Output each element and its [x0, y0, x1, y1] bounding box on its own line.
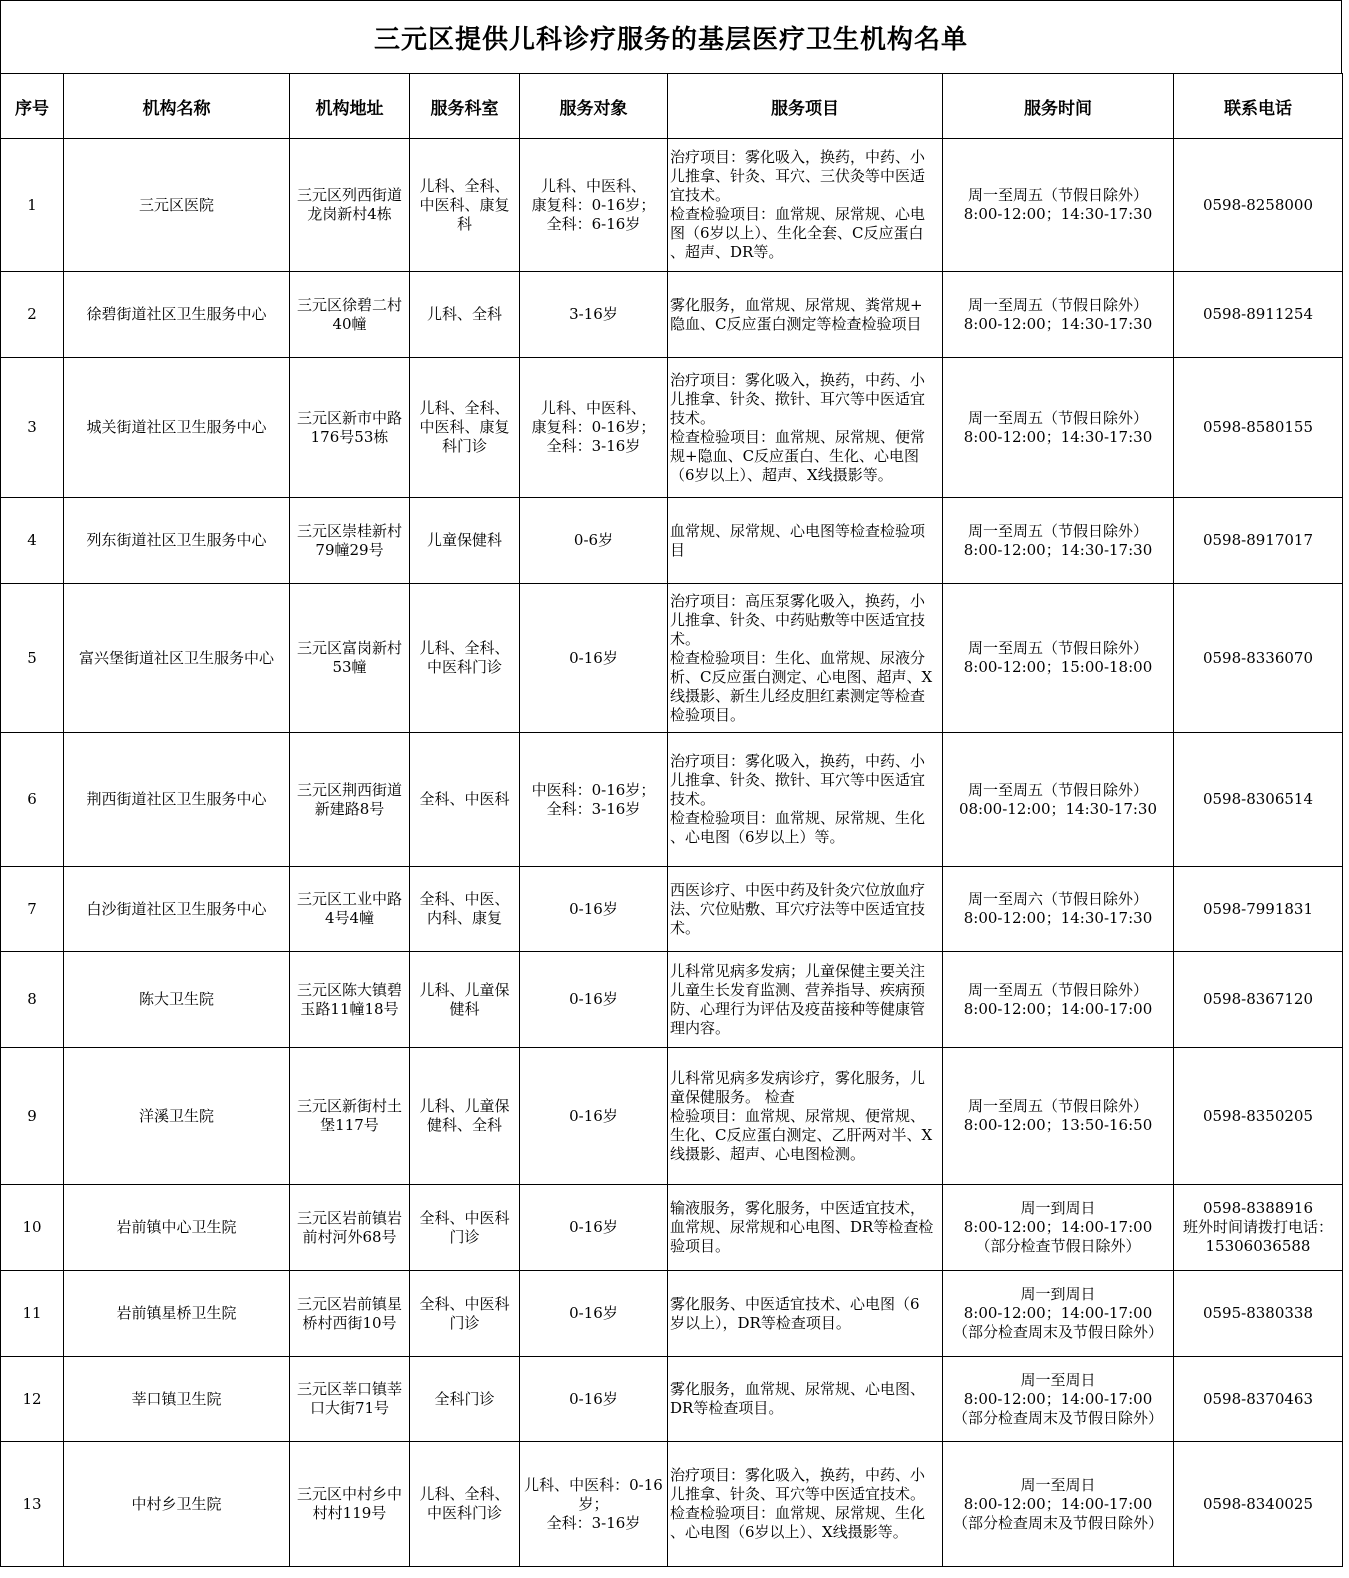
cell-target-line: 0-16岁 — [569, 1389, 618, 1408]
cell-address — [290, 358, 410, 498]
cell-services-line: 儿推拿、针灸、揿针、耳穴等中医适宜 — [670, 389, 926, 408]
cell-target-line: 0-16岁 — [569, 899, 618, 918]
cell-no: 4 — [1, 498, 64, 584]
cell-dept — [410, 1048, 520, 1185]
cell-services-line: 规+隐血、C反应蛋白、生化、心电图 — [670, 446, 920, 465]
cell-address — [290, 1442, 410, 1567]
cell-address-line: 前村河外68号 — [302, 1227, 397, 1246]
cell-phone — [1174, 867, 1343, 952]
cell-phone — [1174, 1185, 1343, 1271]
cell-target — [520, 1271, 668, 1357]
cell-services-line: 儿推拿、针灸、中药贴敷等中医适宜技 — [670, 610, 926, 629]
table-row — [1, 1357, 1343, 1442]
institution-table — [0, 73, 1343, 1567]
cell-name: 列东街道社区卫生服务中心 — [64, 498, 290, 584]
cell-dept-line: 中医科门诊 — [426, 1504, 502, 1522]
cell-dept-line: 儿科、儿童保 — [419, 980, 510, 999]
cell-hours-line: 周一至周五（节假日除外） — [967, 780, 1148, 799]
table-row — [1, 358, 1343, 498]
cell-services — [668, 1048, 943, 1185]
cell-phone-line: 0598-8340025 — [1202, 1494, 1314, 1513]
cell-address-line: 三元区岩前镇岩 — [296, 1208, 402, 1227]
cell-services-line: DR等检查项目。 — [670, 1399, 784, 1417]
cell-phone-line: 班外时间请拨打电话： — [1182, 1218, 1333, 1236]
cell-address-line: 玉路11幢18号 — [300, 999, 399, 1018]
cell-hours-line: 8:00-12:00；14:00-17:00 — [963, 1218, 1153, 1236]
cell-target-line: 儿科、中医科、 — [540, 399, 646, 417]
cell-target-line: 0-16岁 — [569, 990, 618, 1008]
cell-address-line: 三元区徐碧二村 — [296, 295, 402, 314]
table-row — [1, 1442, 1343, 1567]
cell-no: 8 — [1, 952, 64, 1048]
table-row — [1, 1185, 1343, 1271]
cell-hours-line: 8:00-12:00；14:30-17:30 — [963, 909, 1153, 927]
cell-hours-line: 周一至周五（节假日除外） — [967, 408, 1148, 427]
cell-services-line: 检查检验项目：血常规、尿常规、生化 — [670, 1504, 926, 1522]
cell-services — [668, 1357, 943, 1442]
cell-target-line: 全科：3-16岁 — [546, 799, 641, 818]
cell-address — [290, 498, 410, 584]
cell-dept-line: 全科、中医、 — [419, 890, 510, 908]
cell-hours — [943, 952, 1174, 1048]
cell-name: 岩前镇星桥卫生院 — [64, 1271, 290, 1357]
cell-target — [520, 867, 668, 952]
cell-services-line: 线摄影、超声、心电图检测。 — [670, 1144, 866, 1163]
cell-hours-line: 8:00-12:00；14:30-17:30 — [963, 427, 1153, 446]
cell-target-line: 康复科：0-16岁； — [531, 418, 656, 436]
cell-services-line: 术。 — [670, 629, 701, 648]
cell-services-line: 防、心理行为评估及疫苗接种等健康管 — [670, 999, 926, 1018]
cell-hours — [943, 1271, 1174, 1357]
cell-phone-line: 0598-8388916 — [1202, 1199, 1314, 1217]
cell-dept-line: 全科、中医科 — [419, 1294, 510, 1313]
cell-hours-line: 08:00-12:00；14:30-17:30 — [958, 799, 1158, 818]
cell-phone — [1174, 1048, 1343, 1185]
cell-dept-line: 健科、全科 — [426, 1116, 502, 1134]
cell-services-line: 图（6岁以上）、生化全套、C反应蛋白 — [670, 224, 924, 242]
cell-services-line: 儿童生长发育监测、营养指导、疾病预 — [670, 980, 926, 999]
cell-hours — [943, 1442, 1174, 1567]
cell-no: 2 — [1, 272, 64, 358]
cell-services — [668, 139, 943, 272]
cell-services-line: 岁以上），DR等检查项目。 — [670, 1313, 851, 1332]
cell-phone-line: 0598-8306514 — [1202, 790, 1314, 808]
cell-target — [520, 952, 668, 1048]
cell-phone-line: 0598-8258000 — [1202, 195, 1314, 214]
cell-services-line: 血常规、尿常规和心电图、DR等检查检 — [670, 1218, 934, 1236]
header-hours: 服务时间 — [943, 74, 1174, 139]
cell-address-line: 53幢 — [332, 658, 367, 676]
cell-dept — [410, 733, 520, 867]
cell-dept-line: 儿童保健科 — [426, 531, 502, 549]
cell-services-line: 验项目。 — [670, 1237, 731, 1255]
cell-dept-line: 中医科、康复 — [419, 418, 510, 436]
cell-services-line: 法、穴位贴敷、耳穴疗法等中医适宜技 — [670, 899, 926, 918]
cell-phone — [1174, 1271, 1343, 1357]
cell-services-line: 生化、C反应蛋白测定、乙肝两对半、X — [670, 1125, 933, 1144]
cell-target — [520, 498, 668, 584]
cell-hours-line: 8:00-12:00；15:00-18:00 — [963, 658, 1153, 676]
cell-services-line: 检查检验项目：血常规、尿常规、生化 — [670, 809, 926, 827]
cell-dept-line: 门诊 — [449, 1227, 480, 1246]
cell-services — [668, 1271, 943, 1357]
table-body — [1, 139, 1343, 1567]
cell-services-line: 、心电图（6岁以上）等。 — [670, 828, 845, 846]
cell-target-line: 儿科、中医科：0-16 — [524, 1475, 663, 1494]
cell-services-line: 检验项目：血常规、尿常规、便常规、 — [670, 1106, 926, 1125]
cell-phone-line: 0598-8911254 — [1202, 305, 1314, 323]
cell-hours-line: 周一至周六（节假日除外） — [967, 890, 1148, 908]
cell-address-line: 三元区富岗新村 — [296, 639, 402, 657]
table-row — [1, 1048, 1343, 1185]
cell-target — [520, 139, 668, 272]
cell-name: 荆西街道社区卫生服务中心 — [64, 733, 290, 867]
cell-dept — [410, 272, 520, 358]
cell-address — [290, 1185, 410, 1271]
cell-hours-line: 8:00-12:00；14:00-17:00 — [963, 1304, 1153, 1322]
cell-hours — [943, 733, 1174, 867]
cell-services-line: 儿推拿、针灸、揿针、耳穴等中医适宜 — [670, 771, 926, 789]
header-address: 机构地址 — [290, 74, 410, 139]
cell-target — [520, 584, 668, 733]
cell-hours-line: 8:00-12:00；14:00-17:00 — [963, 999, 1153, 1018]
cell-no: 12 — [1, 1357, 64, 1442]
cell-name: 徐碧街道社区卫生服务中心 — [64, 272, 290, 358]
cell-services-line: 治疗项目：雾化吸入，换药，中药、小 — [670, 148, 926, 166]
cell-address-line: 三元区岩前镇星 — [296, 1294, 402, 1313]
cell-name: 富兴堡街道社区卫生服务中心 — [64, 584, 290, 733]
cell-phone-line: 15306036588 — [1205, 1237, 1311, 1255]
cell-address-line: 176号53栋 — [310, 427, 389, 446]
cell-target — [520, 1185, 668, 1271]
cell-target-line: 中医科：0-16岁； — [531, 780, 656, 799]
cell-hours-line: 周一至周五（节假日除外） — [967, 295, 1148, 314]
cell-dept — [410, 139, 520, 272]
cell-hours-line: 周一到周日 — [1020, 1285, 1096, 1303]
cell-address — [290, 1048, 410, 1185]
cell-services — [668, 1185, 943, 1271]
cell-name: 陈大卫生院 — [64, 952, 290, 1048]
cell-phone-line: 0598-8917017 — [1202, 531, 1314, 549]
cell-target — [520, 1357, 668, 1442]
cell-services-line: 雾化服务、中医适宜技术、心电图（6 — [670, 1294, 920, 1313]
cell-address-line: 堡117号 — [320, 1116, 379, 1134]
cell-target-line: 0-16岁 — [569, 648, 618, 667]
cell-phone — [1174, 952, 1343, 1048]
cell-hours-line: 周一至周五（节假日除外） — [967, 521, 1148, 540]
cell-target — [520, 1442, 668, 1567]
cell-services-line: 治疗项目：雾化吸入，换药，中药、小 — [670, 1466, 926, 1484]
cell-hours-line: 周一至周五（节假日除外） — [967, 1097, 1148, 1115]
cell-phone — [1174, 1357, 1343, 1442]
cell-no: 9 — [1, 1048, 64, 1185]
header-no: 序号 — [1, 74, 64, 139]
cell-services-line: 理内容。 — [670, 1018, 731, 1037]
cell-hours — [943, 498, 1174, 584]
cell-hours-line: 8:00-12:00；13:50-16:50 — [963, 1116, 1153, 1134]
cell-dept — [410, 1442, 520, 1567]
cell-address — [290, 139, 410, 272]
page-title: 三元区提供儿科诊疗服务的基层医疗卫生机构名单 — [0, 0, 1342, 73]
table-row — [1, 1271, 1343, 1357]
cell-hours-line: 周一至周日 — [1020, 1370, 1096, 1389]
cell-no: 10 — [1, 1185, 64, 1271]
cell-services-line: 技术。 — [670, 790, 716, 808]
cell-address-line: 三元区列西街道 — [296, 186, 402, 204]
cell-no: 7 — [1, 867, 64, 952]
cell-dept — [410, 1271, 520, 1357]
cell-services-line: 线摄影、新生儿经皮胆红素测定等检查 — [670, 686, 926, 705]
cell-hours — [943, 867, 1174, 952]
cell-hours-line: 8:00-12:00；14:00-17:00 — [963, 1389, 1153, 1408]
cell-target-line: 0-16岁 — [569, 1218, 618, 1236]
cell-hours — [943, 1048, 1174, 1185]
cell-services-line: 雾化服务，血常规、尿常规、粪常规+ — [670, 295, 923, 314]
cell-services-line: 检查检验项目：血常规、尿常规、心电 — [670, 205, 926, 223]
cell-hours — [943, 1185, 1174, 1271]
cell-dept-line: 儿科、全科、 — [419, 399, 510, 417]
cell-name: 白沙街道社区卫生服务中心 — [64, 867, 290, 952]
cell-target — [520, 1048, 668, 1185]
cell-hours — [943, 272, 1174, 358]
cell-address — [290, 584, 410, 733]
cell-services-line: 、心电图（6岁以上）、X线摄影等。 — [670, 1523, 908, 1541]
table-row — [1, 733, 1343, 867]
cell-services — [668, 498, 943, 584]
cell-phone — [1174, 1442, 1343, 1567]
cell-dept — [410, 1185, 520, 1271]
cell-target-line: 0-16岁 — [569, 1106, 618, 1125]
cell-target-line: 全科：3-16岁 — [546, 437, 641, 455]
cell-phone-line: 0598-8350205 — [1202, 1106, 1314, 1125]
cell-dept — [410, 867, 520, 952]
cell-services-line: 儿科常见病多发病诊疗，雾化服务，儿 — [670, 1068, 926, 1087]
cell-services-line: 术。 — [670, 918, 701, 937]
cell-services — [668, 1442, 943, 1567]
cell-services — [668, 358, 943, 498]
cell-dept — [410, 1357, 520, 1442]
cell-address-line: 三元区崇桂新村 — [296, 521, 402, 540]
table-row — [1, 139, 1343, 272]
cell-address-line: 三元区新市中路 — [296, 408, 402, 427]
cell-no: 3 — [1, 358, 64, 498]
cell-services — [668, 867, 943, 952]
cell-name: 莘口镇卫生院 — [64, 1357, 290, 1442]
cell-name: 岩前镇中心卫生院 — [64, 1185, 290, 1271]
cell-services-line: 童保健服务。 检查 — [670, 1087, 795, 1106]
cell-phone-line: 0598-8367120 — [1202, 990, 1314, 1008]
cell-name: 中村乡卫生院 — [64, 1442, 290, 1567]
cell-dept-line: 科门诊 — [441, 437, 487, 455]
cell-services-line: 析、C反应蛋白测定、心电图、超声、X — [670, 667, 933, 686]
cell-target — [520, 358, 668, 498]
cell-hours-line: 周一至周日 — [1020, 1475, 1096, 1494]
cell-services — [668, 584, 943, 733]
cell-services-line: 检查检验项目：生化、血常规、尿液分 — [670, 648, 926, 667]
cell-dept-line: 儿科、全科、 — [419, 639, 510, 657]
table-row — [1, 584, 1343, 733]
cell-phone — [1174, 272, 1343, 358]
cell-hours — [943, 139, 1174, 272]
cell-dept-line: 内科、康复 — [426, 909, 502, 927]
cell-services-line: 目 — [670, 540, 686, 559]
cell-dept — [410, 584, 520, 733]
cell-hours-line: （部分检查周末及节假日除外） — [952, 1323, 1163, 1341]
cell-services-line: （6岁以上）、超声、X线摄影等。 — [670, 465, 893, 484]
cell-hours — [943, 1357, 1174, 1442]
cell-address — [290, 1357, 410, 1442]
cell-services-line: 隐血、C反应蛋白测定等检查检验项目 — [670, 314, 922, 333]
cell-services-line: 输液服务，雾化服务，中医适宜技术， — [670, 1199, 926, 1217]
cell-services-line: 检查检验项目：血常规、尿常规、便常 — [670, 427, 926, 446]
cell-phone-line: 0595-8380338 — [1202, 1304, 1314, 1322]
cell-hours-line: （部分检查周末及节假日除外） — [952, 1408, 1163, 1427]
cell-address-line: 三元区中村乡中 — [296, 1485, 402, 1503]
cell-address-line: 桥村西街10号 — [302, 1313, 397, 1332]
header-services: 服务项目 — [668, 74, 943, 139]
cell-address — [290, 272, 410, 358]
cell-name: 三元区医院 — [64, 139, 290, 272]
cell-name: 城关街道社区卫生服务中心 — [64, 358, 290, 498]
cell-address-line: 40幢 — [332, 314, 367, 333]
cell-address — [290, 733, 410, 867]
cell-hours-line: 8:00-12:00；14:30-17:30 — [963, 314, 1153, 333]
cell-address — [290, 952, 410, 1048]
cell-address-line: 三元区陈大镇碧 — [296, 980, 402, 999]
cell-services-line: 儿推拿、针灸、耳穴、三伏灸等中医适 — [670, 167, 926, 185]
cell-no: 1 — [1, 139, 64, 272]
cell-address — [290, 867, 410, 952]
cell-target — [520, 733, 668, 867]
header-target: 服务对象 — [520, 74, 668, 139]
header-row — [1, 74, 1343, 139]
cell-services-line: 血常规、尿常规、心电图等检查检验项 — [670, 521, 926, 540]
table-row — [1, 272, 1343, 358]
cell-services-line: 西医诊疗、中医中药及针灸穴位放血疗 — [670, 880, 926, 899]
cell-phone-line: 0598-8336070 — [1202, 648, 1314, 667]
cell-address-line: 龙岗新村4栋 — [307, 205, 392, 223]
cell-dept-line: 儿科、儿童保 — [419, 1097, 510, 1115]
table-row — [1, 952, 1343, 1048]
cell-services-line: 儿推拿、针灸、耳穴等中医适宜技术。 — [670, 1485, 926, 1503]
cell-hours-line: 周一至周五（节假日除外） — [967, 980, 1148, 999]
cell-phone — [1174, 498, 1343, 584]
cell-target-line: 岁； — [578, 1494, 609, 1513]
cell-target-line: 0-16岁 — [569, 1304, 618, 1322]
cell-dept-line: 全科、中医科 — [419, 1208, 510, 1227]
header-dept: 服务科室 — [410, 74, 520, 139]
cell-dept-line: 中医科、康复 — [419, 195, 510, 214]
cell-hours-line: 周一到周日 — [1020, 1199, 1096, 1217]
cell-dept-line: 儿科、全科 — [426, 305, 502, 323]
cell-no: 6 — [1, 733, 64, 867]
cell-address — [290, 1271, 410, 1357]
cell-no: 5 — [1, 584, 64, 733]
cell-target — [520, 272, 668, 358]
cell-phone — [1174, 733, 1343, 867]
cell-address-line: 三元区工业中路 — [296, 890, 402, 908]
cell-services-line: 雾化服务，血常规、尿常规、心电图、 — [670, 1380, 926, 1398]
cell-dept — [410, 358, 520, 498]
cell-target-line: 0-6岁 — [573, 531, 614, 549]
cell-hours — [943, 584, 1174, 733]
cell-hours-line: 8:00-12:00；14:00-17:00 — [963, 1494, 1153, 1513]
table-row — [1, 867, 1343, 952]
cell-address-line: 三元区新街村土 — [296, 1097, 402, 1115]
cell-address-line: 新建路8号 — [314, 799, 385, 818]
cell-services-line: 治疗项目：高压泵雾化吸入，换药，小 — [670, 591, 926, 610]
cell-phone — [1174, 358, 1343, 498]
cell-dept-line: 儿科、全科、 — [419, 1485, 510, 1503]
cell-services — [668, 733, 943, 867]
cell-services — [668, 952, 943, 1048]
cell-hours-line: （部分检查周末及节假日除外） — [952, 1513, 1163, 1532]
cell-address-line: 79幢29号 — [315, 540, 384, 559]
cell-address-line: 三元区莘口镇莘 — [296, 1380, 402, 1398]
cell-dept-line: 科 — [456, 214, 472, 233]
cell-address-line: 村村119号 — [312, 1504, 387, 1522]
cell-hours-line: 周一至周五（节假日除外） — [967, 186, 1148, 204]
cell-hours-line: 8:00-12:00；14:30-17:30 — [963, 205, 1153, 223]
cell-services-line: 技术。 — [670, 408, 716, 427]
cell-target-line: 全科：6-16岁 — [546, 214, 641, 233]
cell-phone — [1174, 139, 1343, 272]
cell-dept-line: 中医科门诊 — [426, 658, 502, 676]
header-phone: 联系电话 — [1174, 74, 1343, 139]
cell-services-line: 治疗项目：雾化吸入，换药，中药、小 — [670, 752, 926, 770]
cell-services-line: 治疗项目：雾化吸入，换药，中药、小 — [670, 370, 926, 389]
cell-services-line: 检验项目。 — [670, 705, 746, 724]
cell-address-line: 4号4幢 — [324, 909, 375, 927]
table-row — [1, 498, 1343, 584]
cell-target-line: 康复科：0-16岁； — [531, 195, 656, 214]
cell-services-line: 儿科常见病多发病；儿童保健主要关注 — [670, 961, 926, 980]
cell-phone — [1174, 584, 1343, 733]
cell-phone-line: 0598-7991831 — [1202, 899, 1314, 918]
cell-hours-line: （部分检查节假日除外） — [975, 1237, 1141, 1255]
header-name: 机构名称 — [64, 74, 290, 139]
cell-target-line: 全科：3-16岁 — [546, 1513, 641, 1532]
cell-services-line: 宜技术。 — [670, 186, 731, 204]
cell-services — [668, 272, 943, 358]
cell-dept — [410, 952, 520, 1048]
cell-address-line: 三元区荆西街道 — [296, 780, 402, 799]
cell-address-line: 口大街71号 — [309, 1399, 390, 1417]
cell-target-line: 3-16岁 — [569, 305, 618, 323]
cell-hours — [943, 358, 1174, 498]
cell-phone-line: 0598-8370463 — [1202, 1389, 1314, 1408]
cell-dept — [410, 498, 520, 584]
cell-target-line: 儿科、中医科、 — [540, 176, 646, 195]
cell-no: 11 — [1, 1271, 64, 1357]
cell-no: 13 — [1, 1442, 64, 1567]
cell-dept-line: 健科 — [449, 999, 480, 1018]
cell-dept-line: 门诊 — [449, 1313, 480, 1332]
cell-dept-line: 儿科、全科、 — [419, 176, 510, 195]
cell-dept-line: 全科、中医科 — [419, 790, 510, 808]
cell-hours-line: 8:00-12:00；14:30-17:30 — [963, 540, 1153, 559]
cell-phone-line: 0598-8580155 — [1202, 418, 1314, 436]
cell-services-line: 、超声、DR等。 — [670, 243, 784, 261]
cell-hours-line: 周一至周五（节假日除外） — [967, 639, 1148, 657]
cell-dept-line: 全科门诊 — [434, 1389, 495, 1408]
cell-name: 洋溪卫生院 — [64, 1048, 290, 1185]
